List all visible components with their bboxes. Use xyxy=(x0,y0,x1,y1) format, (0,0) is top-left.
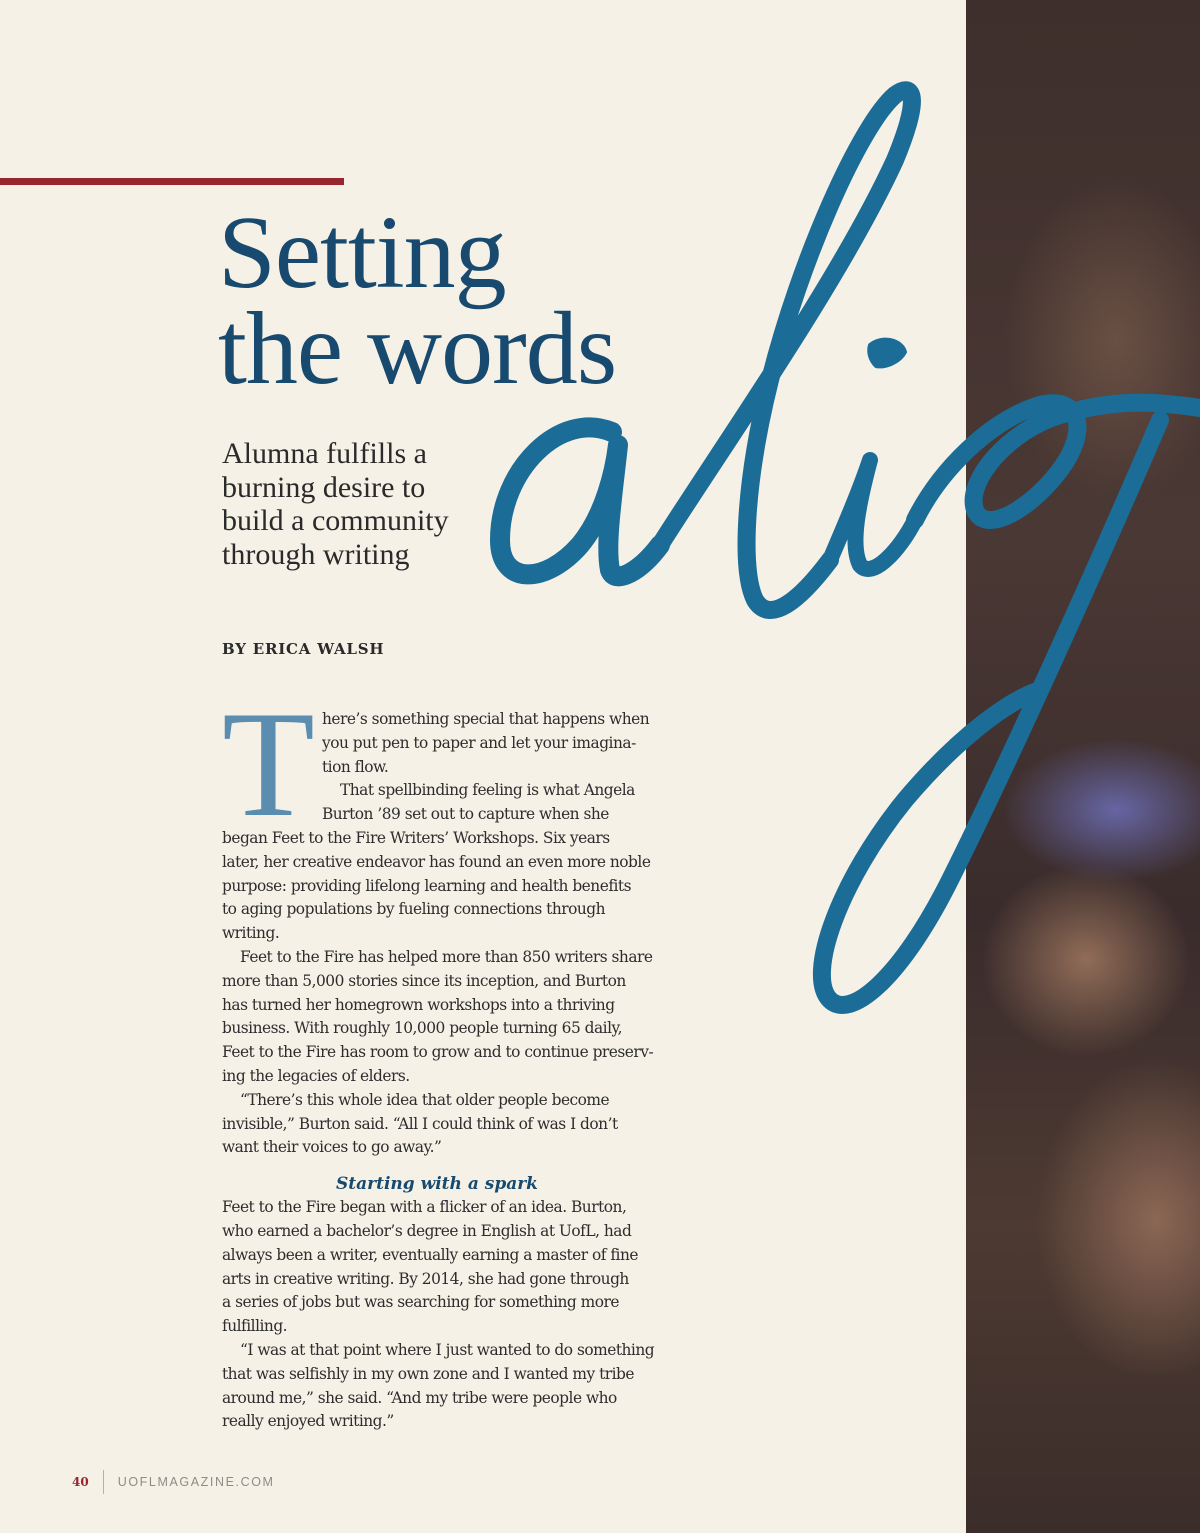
subheadline-line: through writing xyxy=(222,537,410,571)
body-line: That spellbinding feeling is what Angela xyxy=(340,781,635,800)
photo-panel xyxy=(966,0,1200,1533)
headline xyxy=(218,195,617,406)
body-line: want their voices to go away.” xyxy=(222,1138,442,1157)
body-line: later, her creative endeavor has found an even more noble xyxy=(222,852,651,871)
page-number: 40 xyxy=(72,1475,89,1489)
body-line: who earned a bachelor’s degree in English at UofL, had xyxy=(222,1221,632,1240)
body-line: began Feet to the Fire Writers’ Workshops. Six years xyxy=(222,828,610,847)
body-line: arts in creative writing. By 2014, she had gone through xyxy=(222,1269,629,1288)
body-line: that was selfishly in my own zone and I wanted my tribe xyxy=(222,1364,635,1383)
body-line: Feet to the Fire began with a flicker of an idea. Burton, xyxy=(222,1198,627,1217)
body-line: Feet to the Fire has room to grow and to continue preserv- xyxy=(222,1043,654,1062)
body-line: writing. xyxy=(222,924,280,943)
site-url: UOFLMAGAZINE.COM xyxy=(117,1475,275,1489)
article-body xyxy=(222,680,655,1434)
body-line: “I was at that point where I just wanted to do something xyxy=(240,1340,655,1359)
body-line: really enjoyed writing.” xyxy=(222,1412,394,1431)
footer-divider xyxy=(103,1470,104,1494)
subheadline-line: burning desire to xyxy=(222,470,426,504)
page-footer xyxy=(72,1470,275,1494)
section-heading: Starting with a spark xyxy=(336,1174,538,1195)
body-line: “There’s this whole idea that older people become xyxy=(240,1090,610,1109)
body-line: Feet to the Fire has helped more than 850 writers share xyxy=(240,947,653,966)
body-line: has turned her homegrown workshops into a thriving xyxy=(222,995,615,1014)
subheadline-line: Alumna fulfills a xyxy=(222,437,427,470)
subheadline xyxy=(222,437,522,571)
body-line: fulfilling. xyxy=(222,1317,288,1336)
body-paragraphs-part-2 xyxy=(222,1196,655,1434)
body-line: to aging populations by fueling connections through xyxy=(222,900,606,919)
body-line: a series of jobs but was searching for something more xyxy=(222,1293,619,1312)
headline-line-1: Setting xyxy=(218,195,506,310)
subheadline-line: build a community xyxy=(222,504,449,537)
body-line: you put pen to paper and let your imagina- xyxy=(322,733,636,752)
headline-line-2: the words xyxy=(218,291,617,406)
body-line: purpose: providing lifelong learning and health benefits xyxy=(222,876,632,895)
body-line: business. With roughly 10,000 people turning 65 daily, xyxy=(222,1019,623,1038)
body-line: tion flow. xyxy=(322,757,389,776)
accent-rule xyxy=(0,178,344,185)
body-line: around me,” she said. “And my tribe were people who xyxy=(222,1388,617,1407)
body-line: more than 5,000 stories since its inception, and Burton xyxy=(222,971,626,990)
byline: BY ERICA WALSH xyxy=(222,640,385,658)
body-line: here’s something special that happens when xyxy=(322,710,650,728)
drop-cap: T xyxy=(222,680,315,848)
body-line: ing the legacies of elders. xyxy=(222,1066,410,1085)
body-line: invisible,” Burton said. “All I could think of was I don’t xyxy=(222,1114,618,1133)
body-line: Burton ’89 set out to capture when she xyxy=(322,805,609,824)
body-line: always been a writer, eventually earning a master of fine xyxy=(222,1245,639,1264)
